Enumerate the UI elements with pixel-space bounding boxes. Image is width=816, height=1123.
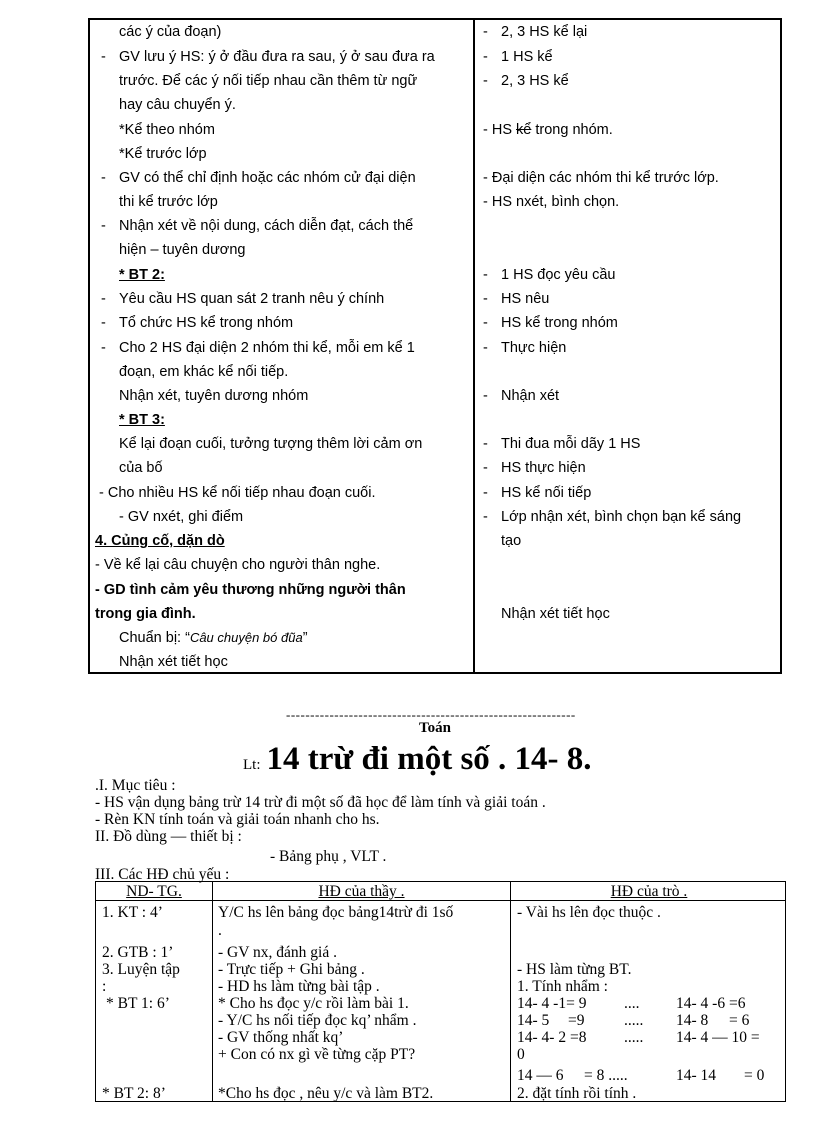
teacher-line: - Về kể lại câu chuyện cho người thân nghe. bbox=[95, 557, 381, 573]
content-cell: : bbox=[102, 978, 107, 995]
column-header: ND- TG. bbox=[126, 883, 182, 900]
content-cell: . bbox=[218, 922, 222, 939]
student-line: - 1 HS kể bbox=[483, 49, 553, 65]
student-line: tạo bbox=[501, 533, 522, 549]
content-cell: 1. KT : 4’ bbox=[102, 904, 163, 921]
student-line: - 1 HS đọc yêu cầu bbox=[483, 267, 616, 283]
math-cell: 0 bbox=[517, 1046, 525, 1063]
content-cell: 3. Luyện tập bbox=[102, 961, 180, 978]
student-line: - Thực hiện bbox=[483, 340, 567, 356]
teacher-line: - GV nxét, ghi điểm bbox=[119, 509, 244, 525]
student-line: - HS kể trong nhóm. bbox=[483, 122, 613, 138]
content-cell: * BT 1: 6’ bbox=[106, 995, 170, 1012]
column-divider bbox=[212, 882, 213, 1101]
materials-line: - Bảng phụ , VLT . bbox=[270, 848, 387, 865]
content-cell: 2. GTB : 1’ bbox=[102, 944, 174, 961]
student-line: - 2, 3 HS kể bbox=[483, 73, 569, 89]
student-line: - 2, 3 HS kể lại bbox=[483, 24, 588, 40]
content-cell: - Trực tiếp + Ghi bảng . bbox=[218, 961, 365, 978]
content-cell: Y/C hs lên bảng đọc bảng14trừ đi 1số bbox=[218, 904, 454, 921]
exercise-2-heading: * BT 2: bbox=[119, 267, 165, 283]
subject-heading: Toán bbox=[419, 720, 451, 736]
math-cell: ..... bbox=[624, 1029, 644, 1046]
objectives-heading: .I. Mục tiêu : bbox=[95, 777, 176, 794]
separator-line: ------------------------------------------------------------ bbox=[286, 707, 576, 722]
math-cell: 14- 5 bbox=[517, 1012, 550, 1029]
student-line: - HS kể nối tiếp bbox=[483, 485, 592, 501]
title-prefix: Lt: bbox=[243, 757, 261, 773]
teacher-line: của bố bbox=[119, 460, 163, 476]
math-cell: 14- 4- 2 =8 bbox=[517, 1029, 587, 1046]
math-cell: = 6 bbox=[729, 1012, 750, 1029]
student-line: Nhận xét tiết học bbox=[501, 606, 610, 622]
teacher-line: - Cho 2 HS đại diện 2 nhóm thi kể, mỗi em kể 1 bbox=[101, 340, 415, 356]
student-line: - Nhận xét bbox=[483, 388, 560, 404]
teacher-line: Kể lại đoạn cuối, tưởng tượng thêm lời cảm ơn bbox=[119, 436, 423, 452]
math-cell: = 8 ..... bbox=[584, 1067, 628, 1084]
teacher-line: hiện – tuyên dương bbox=[119, 242, 246, 258]
content-cell: 1. Tính nhẩm : bbox=[517, 978, 608, 995]
objective-line: - HS vận dụng bảng trừ 14 trừ đi một số đã học để làm tính và giải toán . bbox=[95, 794, 546, 811]
activities-table bbox=[95, 881, 786, 1102]
student-line: - Lớp nhận xét, bình chọn bạn kể sáng bbox=[483, 509, 742, 525]
content-cell: - HS làm từng BT. bbox=[517, 961, 632, 978]
column-divider bbox=[473, 20, 475, 672]
student-line: - HS thực hiện bbox=[483, 460, 586, 476]
content-cell: - HD hs làm từng bài tập . bbox=[218, 978, 380, 995]
teacher-line: hay câu chuyển ý. bbox=[119, 97, 236, 113]
next-lesson-title: Câu chuyện bó đũa bbox=[189, 630, 303, 645]
content-cell: *Cho hs đọc , nêu y/c và làm BT2. bbox=[218, 1085, 434, 1102]
teacher-line: *Kể theo nhóm bbox=[119, 122, 215, 138]
math-cell: ..... bbox=[624, 1012, 644, 1029]
content-cell: * Cho hs đọc y/c rồi làm bài 1. bbox=[218, 995, 409, 1012]
teacher-line: - GV có thể chỉ định hoặc các nhóm cử đại diện bbox=[101, 170, 416, 186]
math-cell: .... bbox=[624, 995, 640, 1012]
teacher-line: các ý của đoạn) bbox=[119, 24, 222, 40]
teacher-line: - Cho nhiều HS kể nối tiếp nhau đoạn cuối. bbox=[99, 485, 376, 501]
content-cell: - Y/C hs nối tiếp đọc kq’ nhẩm . bbox=[218, 1012, 417, 1029]
math-cell: =9 bbox=[568, 1012, 585, 1029]
math-cell: 14- 4 -6 =6 bbox=[676, 995, 746, 1012]
column-header: HĐ của thầy . bbox=[318, 883, 405, 900]
teacher-line: - GV lưu ý HS: ý ở đầu đưa ra sau, ý ở sau đưa ra bbox=[101, 49, 435, 65]
teacher-line: trong gia đình. bbox=[95, 606, 196, 622]
content-cell: - GV nx, đánh giá . bbox=[218, 944, 337, 961]
lesson-plan-table-top bbox=[88, 18, 782, 674]
column-divider bbox=[510, 882, 511, 1101]
math-cell: 14- 4 -1= 9 bbox=[517, 995, 587, 1012]
student-line: - HS nxét, bình chọn. bbox=[483, 194, 620, 210]
teacher-line: Nhận xét, tuyên dương nhóm bbox=[119, 388, 309, 404]
teacher-line: - Tổ chức HS kể trong nhóm bbox=[101, 315, 294, 331]
teacher-line: đoạn, em khác kể nối tiếp. bbox=[119, 364, 289, 380]
student-line: - HS kể trong nhóm bbox=[483, 315, 618, 331]
math-cell: = 0 bbox=[744, 1067, 765, 1084]
section-4-heading: 4. Củng cố, dặn dò bbox=[95, 533, 225, 549]
teacher-line: *Kể trước lớp bbox=[119, 146, 207, 162]
content-cell: + Con có nx gì về từng cặp PT? bbox=[218, 1046, 416, 1063]
math-cell: 14- 4 — 10 = bbox=[676, 1029, 760, 1046]
objective-line: - Rèn KN tính toán và giải toán nhanh cho hs. bbox=[95, 811, 380, 828]
activities-heading: III. Các HĐ chủ yếu : bbox=[95, 866, 230, 883]
exercise-3-heading: * BT 3: bbox=[119, 412, 165, 428]
teacher-line: thi kể trước lớp bbox=[119, 194, 218, 210]
teacher-line: trước. Để các ý nối tiếp nhau cần thêm từ ngữ bbox=[119, 73, 418, 89]
lesson-title: Lt: 14 trừ đi một số . 14- 8. bbox=[243, 741, 592, 777]
preparation-line: Chuẩn bị: “Câu chuyện bó đũa” bbox=[119, 630, 308, 646]
student-line: - HS nêu bbox=[483, 291, 550, 307]
content-cell: * BT 2: 8’ bbox=[102, 1085, 166, 1102]
teacher-line: Nhận xét tiết học bbox=[119, 654, 228, 670]
content-cell: 2. đặt tính rồi tính . bbox=[517, 1085, 637, 1102]
student-line: - Đại diện các nhóm thi kể trước lớp. bbox=[483, 170, 719, 186]
content-cell: - Vài hs lên đọc thuộc . bbox=[517, 904, 661, 921]
teacher-line: - Yêu cầu HS quan sát 2 tranh nêu ý chính bbox=[101, 291, 385, 307]
student-line: - Thi đua mỗi dãy 1 HS bbox=[483, 436, 641, 452]
math-cell: 14 — 6 bbox=[517, 1067, 564, 1084]
math-cell: 14- 14 bbox=[676, 1067, 717, 1084]
column-header: HĐ của trò . bbox=[610, 883, 688, 900]
teacher-line: - Nhận xét về nội dung, cách diễn đạt, cách thể bbox=[101, 218, 414, 234]
content-cell: - GV thống nhất kq’ bbox=[218, 1029, 344, 1046]
materials-heading: II. Đồ dùng — thiết bị : bbox=[95, 828, 242, 845]
math-cell: 14- 8 bbox=[676, 1012, 709, 1029]
teacher-line: - GD tình cảm yêu thương những người thân bbox=[95, 582, 406, 598]
